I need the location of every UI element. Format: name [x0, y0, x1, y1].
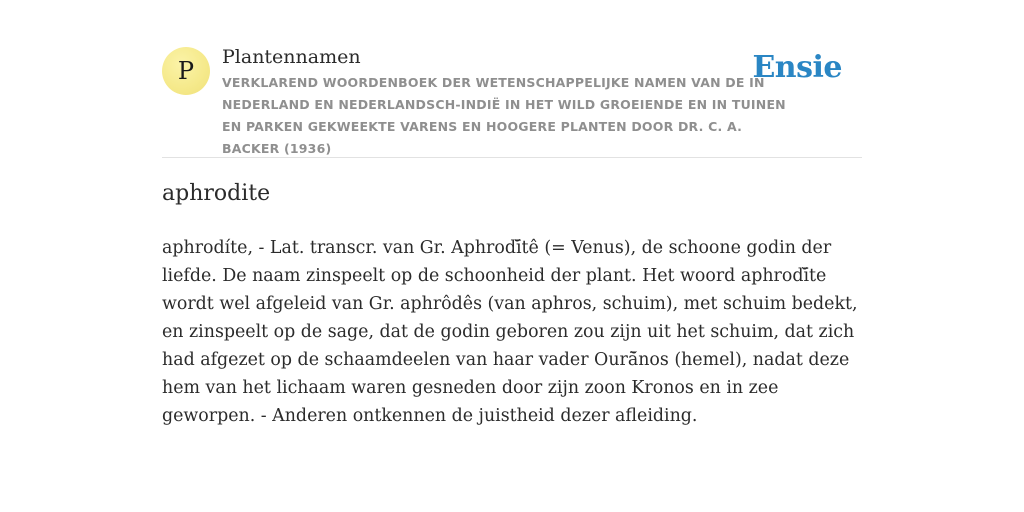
header-divider — [162, 157, 862, 158]
source-header — [162, 44, 862, 157]
source-title[interactable]: Plantennamen — [222, 46, 361, 68]
entry-headword: aphrodite — [162, 181, 271, 206]
source-description: VERKLAREND WOORDENBOEK DER WETENSCHAPPELIJKE NAMEN VAN DE IN NEDERLAND EN NEDERLANDSCH-INDIË IN HET WILD GROEIENDE EN IN TUINEN EN PARKEN GEKWEEKTE VARENS EN HOOGERE PLANTEN DOOR DR. C. A. BACKER (1936) — [222, 75, 786, 156]
ensie-logo[interactable]: Ensie — [752, 50, 842, 85]
source-avatar[interactable]: P — [162, 47, 210, 95]
entry-definition: aphrodíte, - Lat. transcr. van Gr. Aphrodī̆tê (= Venus), de schoone godin der liefde. De naam zinspeelt op de schoonheid der plant. Het woord aphrodī̆te wordt wel afgeleid van Gr. aphrôdês (van aphros, schuim), met schuim bedekt, en zinspeelt op de sage, dat de godin geboren zou zijn uit het schuim, dat zich had afgezet op de schaamdeelen van haar vader Ourā̆nos (hemel), nadat deze hem van het lichaam waren gesneden door zijn zoon Kronos en in zee geworpen. - Anderen ontkennen de juistheid dezer afleiding. — [162, 238, 858, 426]
